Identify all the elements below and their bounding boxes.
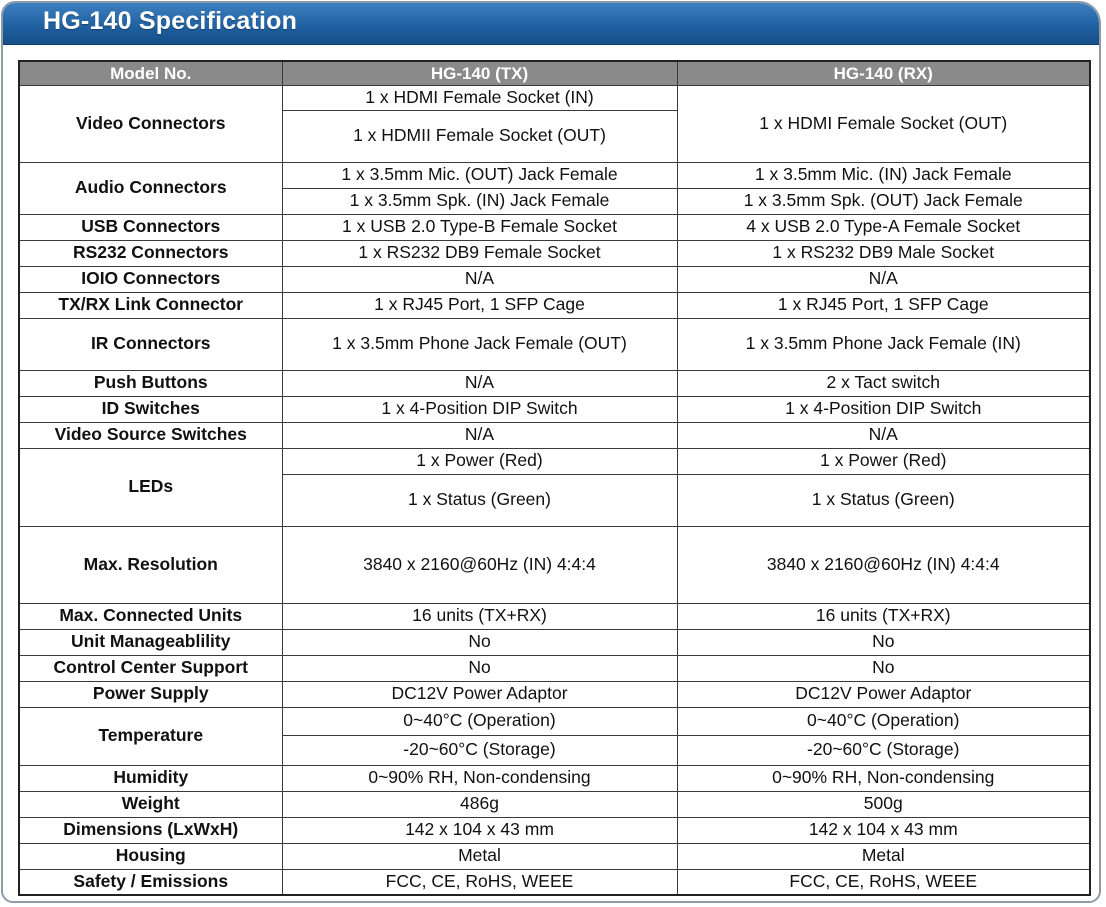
rx-cell: 2 x Tact switch <box>677 370 1090 396</box>
tx-cell: FCC, CE, RoHS, WEEE <box>282 869 677 895</box>
table-row <box>19 162 1090 188</box>
tx-cell: 1 x 3.5mm Phone Jack Female (OUT) <box>282 318 677 370</box>
tx-cell: 142 x 104 x 43 mm <box>282 817 677 843</box>
tx-cell: 0~90% RH, Non-condensing <box>282 765 677 791</box>
table-row <box>19 214 1090 240</box>
table-row <box>19 240 1090 266</box>
table-row <box>19 817 1090 843</box>
table-row <box>19 681 1090 707</box>
row-label: Temperature <box>19 707 282 765</box>
rx-cell: DC12V Power Adaptor <box>677 681 1090 707</box>
table-row <box>19 85 1090 110</box>
row-label: Unit Manageablility <box>19 629 282 655</box>
table-row <box>19 707 1090 735</box>
row-label: Control Center Support <box>19 655 282 681</box>
row-label: Push Buttons <box>19 370 282 396</box>
rx-cell: 1 x 3.5mm Phone Jack Female (IN) <box>677 318 1090 370</box>
tx-cell: No <box>282 629 677 655</box>
table-row <box>19 526 1090 603</box>
row-label: Max. Connected Units <box>19 603 282 629</box>
row-label: Housing <box>19 843 282 869</box>
table-row <box>19 448 1090 474</box>
row-label: Dimensions (LxWxH) <box>19 817 282 843</box>
tx-cell: DC12V Power Adaptor <box>282 681 677 707</box>
row-label: USB Connectors <box>19 214 282 240</box>
rx-cell: 16 units (TX+RX) <box>677 603 1090 629</box>
row-label: TX/RX Link Connector <box>19 292 282 318</box>
title-bar <box>3 3 1099 45</box>
tx-cell: 1 x RJ45 Port, 1 SFP Cage <box>282 292 677 318</box>
row-label: Max. Resolution <box>19 526 282 603</box>
tx-cell: Metal <box>282 843 677 869</box>
row-label: IOIO Connectors <box>19 266 282 292</box>
table-row <box>19 318 1090 370</box>
row-label: Safety / Emissions <box>19 869 282 895</box>
tx-cell: N/A <box>282 266 677 292</box>
rx-cell: 4 x USB 2.0 Type-A Female Socket <box>677 214 1090 240</box>
tx-cell: 1 x 3.5mm Spk. (IN) Jack Female <box>282 188 677 214</box>
header-model: Model No. <box>19 61 282 85</box>
tx-cell: 1 x 4-Position DIP Switch <box>282 396 677 422</box>
tx-cell: No <box>282 655 677 681</box>
rx-cell: FCC, CE, RoHS, WEEE <box>677 869 1090 895</box>
header-tx: HG-140 (TX) <box>282 61 677 85</box>
table-row <box>19 869 1090 895</box>
tx-cell: 1 x RS232 DB9 Female Socket <box>282 240 677 266</box>
row-label: IR Connectors <box>19 318 282 370</box>
table-row <box>19 370 1090 396</box>
rx-cell: 1 x Status (Green) <box>677 474 1090 526</box>
header-rx: HG-140 (RX) <box>677 61 1090 85</box>
table-row <box>19 422 1090 448</box>
row-label: LEDs <box>19 448 282 526</box>
rx-cell: 1 x RS232 DB9 Male Socket <box>677 240 1090 266</box>
rx-cell: No <box>677 629 1090 655</box>
tx-cell: N/A <box>282 422 677 448</box>
rx-cell: -20~60°C (Storage) <box>677 735 1090 765</box>
rx-cell: 0~90% RH, Non-condensing <box>677 765 1090 791</box>
rx-cell: 1 x RJ45 Port, 1 SFP Cage <box>677 292 1090 318</box>
rx-cell: 1 x HDMI Female Socket (OUT) <box>677 85 1090 162</box>
row-label: Video Source Switches <box>19 422 282 448</box>
table-row <box>19 765 1090 791</box>
row-label: Video Connectors <box>19 85 282 162</box>
table-row <box>19 266 1090 292</box>
row-label: ID Switches <box>19 396 282 422</box>
rx-cell: N/A <box>677 266 1090 292</box>
table-row <box>19 603 1090 629</box>
tx-cell: 16 units (TX+RX) <box>282 603 677 629</box>
row-label: Audio Connectors <box>19 162 282 214</box>
rx-cell: 142 x 104 x 43 mm <box>677 817 1090 843</box>
rx-cell: 0~40°C (Operation) <box>677 707 1090 735</box>
tx-cell: 486g <box>282 791 677 817</box>
row-label: Humidity <box>19 765 282 791</box>
rx-cell: 1 x Power (Red) <box>677 448 1090 474</box>
rx-cell: 3840 x 2160@60Hz (IN) 4:4:4 <box>677 526 1090 603</box>
table-row <box>19 629 1090 655</box>
row-label: Weight <box>19 791 282 817</box>
tx-cell: 1 x Status (Green) <box>282 474 677 526</box>
tx-cell: 1 x HDMII Female Socket (OUT) <box>282 110 677 162</box>
rx-cell: 1 x 3.5mm Spk. (OUT) Jack Female <box>677 188 1090 214</box>
tx-cell: N/A <box>282 370 677 396</box>
rx-cell: 500g <box>677 791 1090 817</box>
tx-cell: -20~60°C (Storage) <box>282 735 677 765</box>
row-label: Power Supply <box>19 681 282 707</box>
tx-cell: 1 x HDMI Female Socket (IN) <box>282 85 677 110</box>
table-row <box>19 655 1090 681</box>
table-header-row <box>19 61 1090 85</box>
tx-cell: 0~40°C (Operation) <box>282 707 677 735</box>
spec-panel <box>1 1 1101 903</box>
rx-cell: N/A <box>677 422 1090 448</box>
spec-table <box>18 60 1091 896</box>
rx-cell: 1 x 4-Position DIP Switch <box>677 396 1090 422</box>
table-row <box>19 292 1090 318</box>
table-row <box>19 843 1090 869</box>
tx-cell: 1 x Power (Red) <box>282 448 677 474</box>
page-title: HG-140 Specification <box>43 7 298 35</box>
tx-cell: 1 x USB 2.0 Type-B Female Socket <box>282 214 677 240</box>
row-label: RS232 Connectors <box>19 240 282 266</box>
rx-cell: 1 x 3.5mm Mic. (IN) Jack Female <box>677 162 1090 188</box>
table-row <box>19 396 1090 422</box>
rx-cell: Metal <box>677 843 1090 869</box>
table-row <box>19 791 1090 817</box>
tx-cell: 1 x 3.5mm Mic. (OUT) Jack Female <box>282 162 677 188</box>
rx-cell: No <box>677 655 1090 681</box>
tx-cell: 3840 x 2160@60Hz (IN) 4:4:4 <box>282 526 677 603</box>
